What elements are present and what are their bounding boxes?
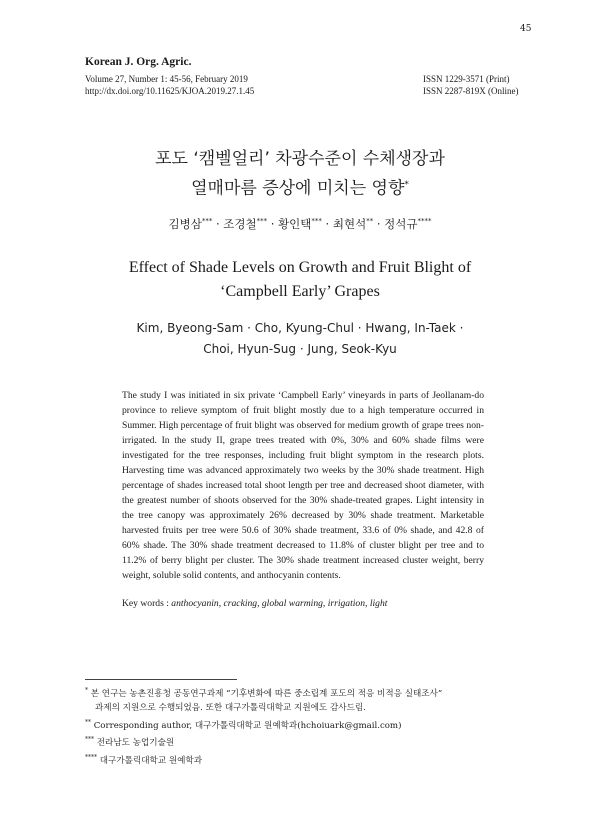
author-kr: 정석규****	[384, 217, 432, 231]
journal-meta-right	[423, 73, 519, 97]
author-kr: 김병삼***	[168, 217, 213, 231]
footnote-divider	[85, 679, 237, 680]
english-authors-line2: Choi, Hyun-Sug · Jung, Seok-Kyu	[203, 342, 397, 356]
issn-print: ISSN 1229-3571 (Print)	[423, 74, 510, 84]
korean-title-line2: 열매마름 증상에 미치는 영향*	[191, 178, 409, 199]
abstract: The study I was initiated in six private ‘Campbell Early’ vineyards in parts of Jeollanam-do province to relieve symptom of fruit blight mostly due to a high temperature occurred in Summer. High percentage of fruit blight was observed for medium growth of grape trees non-irrigated. In the study II, grape trees treated with 0%, 30% and 60% shade films were investigated for the tree responses, including fruit blight symptom in the research plots. Harvesting time was advanced approximately two weeks by the 30% shade treatment. High percentage of shades increased total shoot length per tree and decreased shoot diameter, with the greatest number of shoots observed for the 30% shade-treated grapes. Light intensity in the tree canopy was approximately 26% decreased by 30% shade treatment. Marketable harvested fruits per tree were 50.6 of 30% shade treatment, 33.6 of 0% shade, and 42.8 of 60% shade. The 30% shade treatment decreased to 11.8% of cluster blight per tree and to 11.2% of berry blight per cluster. The 30% shade treatment increased cluster weight, berry weight, soluble solid contents, and anthocyanin contents.	[122, 390, 484, 581]
journal-meta-left	[85, 73, 254, 97]
author-separator: ·	[267, 217, 279, 231]
author-kr: 황인택***	[278, 217, 322, 231]
korean-title	[40, 146, 560, 202]
author-separator: ·	[212, 217, 224, 231]
author-separator: ·	[321, 217, 333, 231]
keywords-list: anthocyanin, cracking, global warming, irrigation, light	[171, 598, 388, 609]
footnote-corresponding: ** Corresponding author, 대구가톨릭대학교 원예학과(hchoiuark@gmail.com)	[85, 718, 402, 731]
keywords	[122, 598, 387, 609]
page-number: 45	[520, 24, 532, 34]
footnote-affiliation-1: *** 전라남도 농업기술원	[85, 736, 175, 749]
issn-online: ISSN 2287-819X (Online)	[423, 86, 519, 96]
author-kr: 최현석**	[332, 217, 374, 231]
journal-name: Korean J. Org. Agric.	[85, 56, 192, 68]
english-title-line1: Effect of Shade Levels on Growth and Fruit Blight of	[128, 259, 472, 276]
footnote-affiliation-2: **** 대구가톨릭대학교 원예학과	[85, 753, 203, 766]
korean-authors	[40, 216, 560, 232]
footnote-funding: * 본 연구는 농촌진흥청 공동연구과제 “기후변화에 따른 중소립계 포도의 적응 비적응 실태조사”	[85, 687, 443, 699]
volume-line: Volume 27, Number 1: 45-56, February 2019	[85, 74, 248, 84]
footnotes	[85, 684, 525, 768]
korean-title-line1: 포도 ‘캠벨얼리’ 차광수준이 수체생장과	[155, 149, 445, 169]
keywords-label: Key words :	[122, 598, 172, 609]
doi-link[interactable]: http://dx.doi.org/10.11625/KJOA.2019.27.1.45	[85, 86, 255, 96]
title-footnote-mark: *	[404, 180, 409, 190]
english-title	[40, 256, 560, 304]
author-separator: ·	[373, 217, 385, 231]
author-kr: 조경철***	[223, 217, 268, 231]
english-title-line2: ‘Campbell Early’ Grapes	[220, 283, 380, 300]
english-authors	[40, 318, 560, 360]
footnote-funding-cont: 과제의 지원으로 수행되었음. 또한 대구가톨릭대학교 지원에도 감사드림.	[95, 703, 366, 714]
english-authors-line1: Kim, Byeong-Sam · Cho, Kyung-Chul · Hwang, In-Taek ·	[136, 321, 464, 335]
